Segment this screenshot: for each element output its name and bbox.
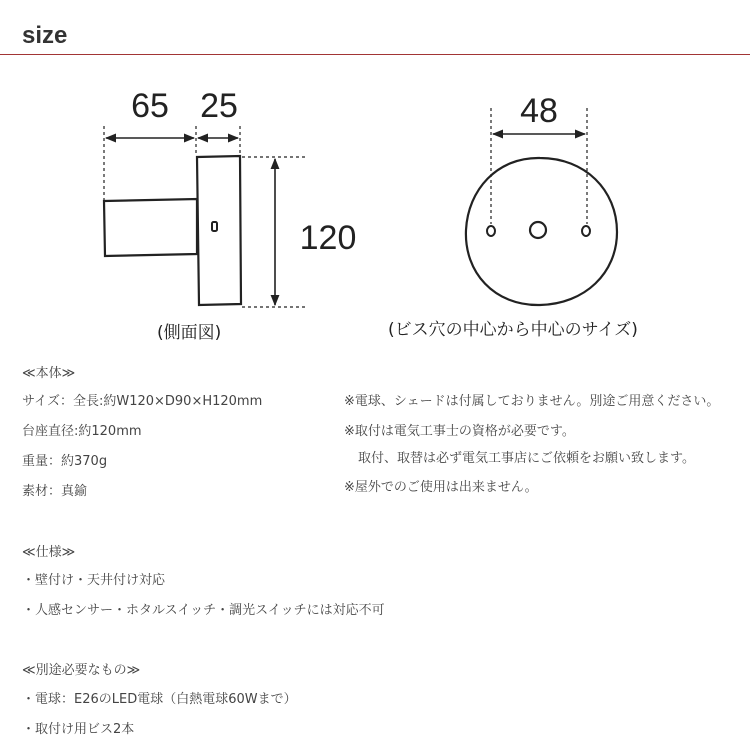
side-view-stem [104, 199, 197, 256]
required-heading: ≪別途必要なもの≫ [22, 663, 141, 678]
spec-item-mounting: ・壁付け・天井付け対応 [22, 573, 166, 588]
spec-heading: ≪仕様≫ [22, 545, 76, 560]
body-spec-size: サイズ：全長:約W120×D90×H120mm [22, 394, 263, 409]
front-view-drawing [466, 92, 617, 305]
body-spec-heading: ≪本体≫ [22, 366, 76, 381]
spec-item-switch: ・人感センサー・ホタルスイッチ・調光スイッチには対応不可 [22, 603, 385, 618]
note-indoor-only: ※屋外でのご使用は出来ません。 [344, 480, 538, 495]
dim-label-hole: 48 [520, 92, 558, 130]
body-spec-weight: 重量：約370g [22, 454, 108, 469]
side-view-base [197, 156, 241, 305]
side-view-caption: (側面図) [157, 323, 222, 343]
body-spec-base-diameter: 台座直径:約120mm [22, 424, 142, 439]
size-diagram [0, 0, 750, 340]
side-view-drawing [104, 87, 356, 307]
dim-label-base: 25 [200, 87, 238, 125]
page-title: size [22, 22, 68, 49]
dim-label-depth: 65 [131, 87, 169, 125]
screw-hole-left [487, 226, 495, 236]
note-installation: 取付、取替は必ず電気工事店にご依頼をお願い致します。 [358, 451, 695, 466]
dim-label-height: 120 [299, 219, 357, 257]
body-spec-material: 素材：真鍮 [22, 484, 88, 499]
front-view-caption: (ビス穴の中心から中心のサイズ) [388, 320, 638, 340]
center-hole [530, 222, 546, 238]
note-bulb-shade: ※電球、シェードは付属しておりません。別途ご用意ください。 [344, 394, 720, 409]
required-item-bulb: ・電球：E26のLED電球（白熱電球60Wまで） [22, 692, 297, 707]
side-view-screw-slot [212, 222, 217, 231]
note-electrician: ※取付は電気工事士の資格が必要です。 [344, 424, 575, 439]
screw-hole-right [582, 226, 590, 236]
required-item-screws: ・取付け用ビス2本 [22, 722, 135, 737]
